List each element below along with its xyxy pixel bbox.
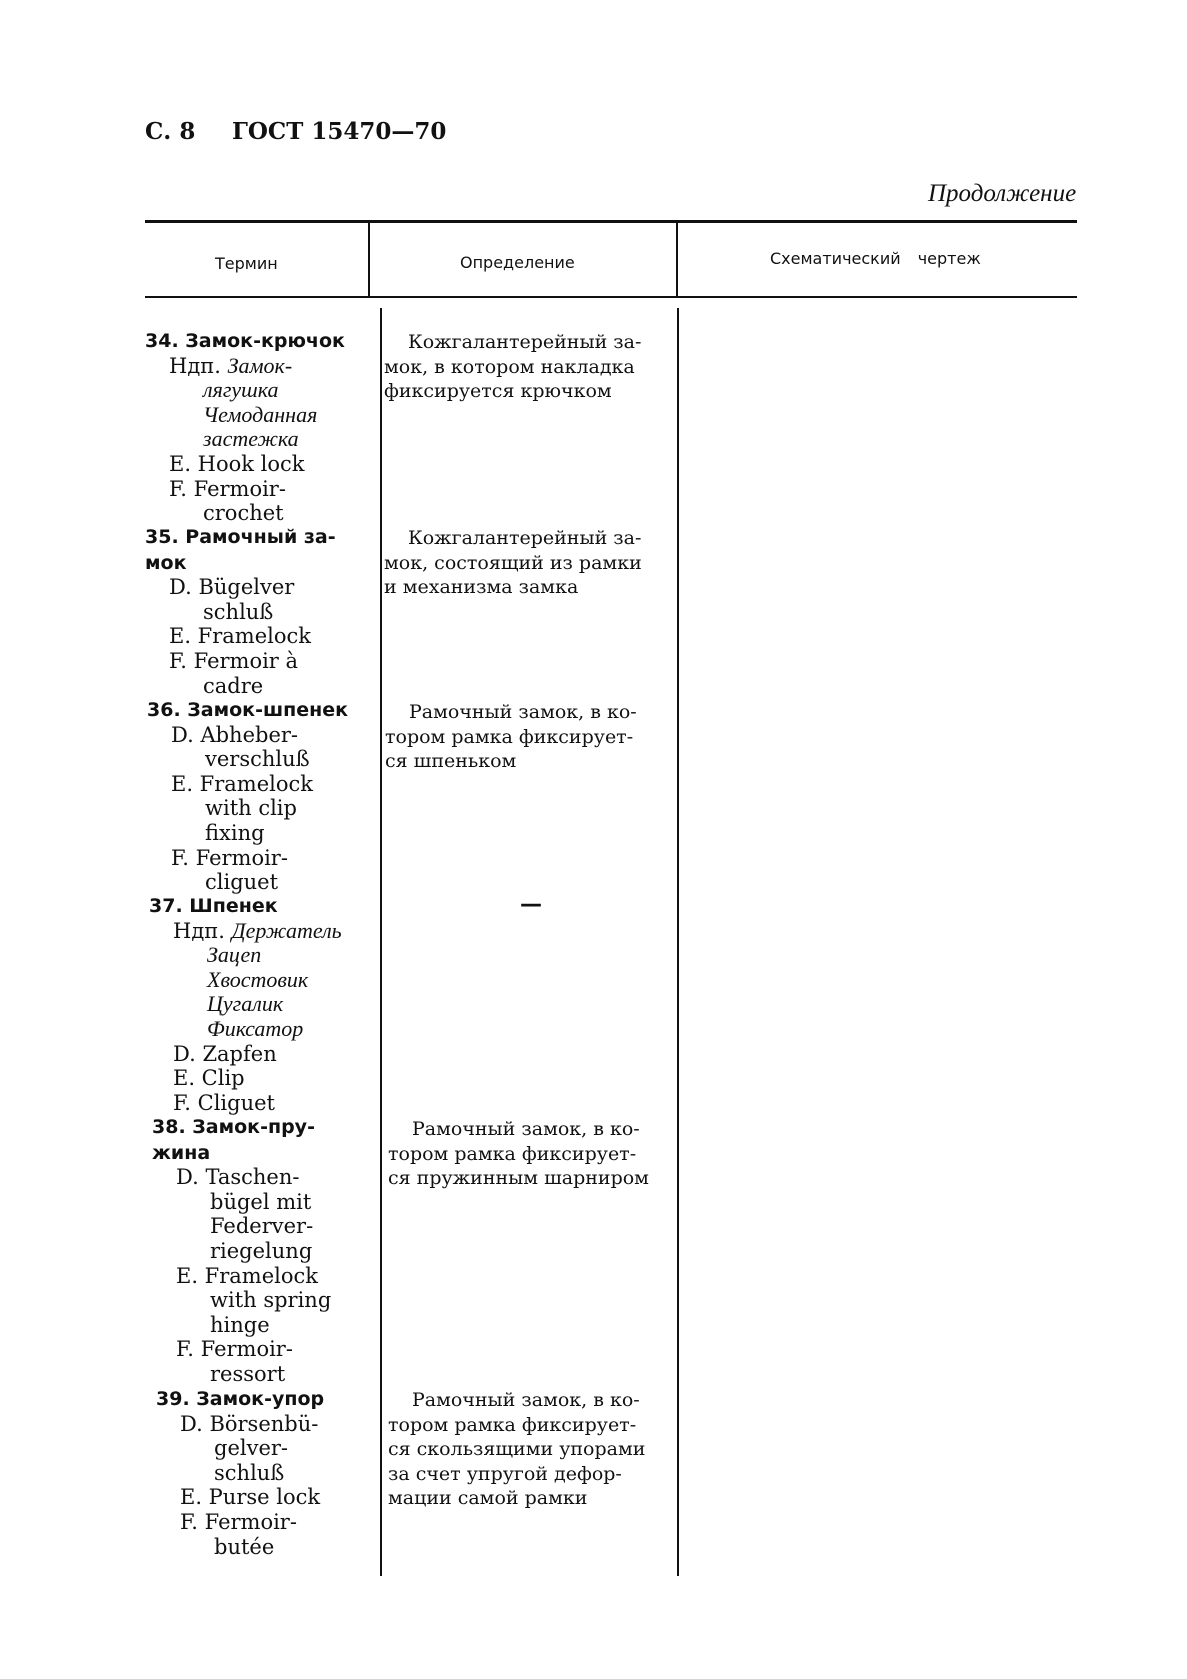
term-line-text: Хвостовик [207,966,309,992]
term-line-text: 39. Замок-упор [156,1388,325,1410]
term-line-text: 37. Шпенек [149,895,278,917]
term-line-text: Замок- [227,352,293,378]
term-line [152,1264,331,1289]
term-line [156,1535,324,1560]
term-line [152,1362,331,1387]
term-line [149,968,342,993]
body-column-divider [380,308,382,1576]
term-line-text: butée [214,1534,275,1559]
term-line [145,354,345,379]
term-line [145,477,345,502]
definition-entry [388,1388,645,1511]
term-line [152,1313,331,1338]
term-line-text: ressort [210,1361,286,1386]
term-line [152,1140,331,1166]
column-header-term: Термин [215,254,278,273]
term-line-text: 36. Замок-шпенек [147,699,349,721]
term-line [149,943,342,968]
term-line [145,452,345,477]
term-line-text: E. Hook lock [169,451,305,476]
term-line-text: E. Framelock [176,1263,318,1288]
header-column-divider [676,222,678,296]
term-line-text: 34. Замок-крючок [145,330,345,352]
term-line-text: Цугалик [207,991,284,1017]
definition-line: тором рамка фиксирует- [388,1142,637,1165]
term-entry [152,1114,331,1387]
term-line [156,1436,324,1461]
definition-line: тором рамка фиксирует- [388,1413,637,1436]
term-line-text: schluß [203,599,274,624]
header-column-divider [368,222,370,296]
definition-entry [384,526,642,600]
term-line-prefix: Ндп. [173,918,232,943]
term-line [147,697,348,723]
term-line [147,846,348,871]
definition-line: за счет упругой дефор- [388,1462,622,1485]
column-header-definition: Определение [460,253,575,272]
term-line [147,747,348,772]
term-line-text: with clip [205,796,297,821]
term-line [152,1239,331,1264]
term-line-text: gelver- [214,1436,289,1461]
term-line [149,1042,342,1067]
term-line-text: лягушка [203,377,279,403]
term-line-text: fixing [205,820,265,845]
term-line-text: мок [145,551,187,574]
term-line-text: F. Cliguet [173,1090,275,1115]
term-line-text: Federver- [210,1214,314,1239]
term-entry [149,893,342,1115]
term-line-text: E. Clip [173,1066,245,1091]
term-line-text: riegelung [210,1238,313,1263]
term-line [152,1114,331,1140]
definition-line: мок, состоящий из рамки [384,551,642,574]
term-line-text: hinge [210,1312,270,1337]
term-line-text: застежка [203,426,299,452]
term-line-text: E. Framelock [171,771,313,796]
definition-line: и механизма замка [384,576,579,599]
term-line [145,427,345,452]
term-line [145,624,336,649]
term-line-text: D. Zapfen [173,1041,277,1066]
term-line-text: Зацеп [207,942,262,968]
term-line [145,378,345,403]
term-line [147,821,348,846]
definition-line: Кожгалантерейный за- [408,527,642,549]
term-line-text: F. Fermoir- [180,1509,297,1534]
term-line [145,649,336,674]
term-line [145,328,345,354]
table-header-rule [145,296,1077,298]
term-line [145,575,336,600]
term-line [152,1288,331,1313]
term-line-text: F. Fermoir à [169,648,299,673]
term-line-text: F. Fermoir- [176,1337,293,1362]
definition-line: фиксируется крючком [384,380,612,403]
term-line-text: E. Framelock [169,624,311,649]
definition-entry [384,330,641,404]
term-line [152,1165,331,1190]
term-line [156,1386,324,1412]
term-line [145,674,336,699]
term-line [156,1461,324,1486]
term-entry [156,1386,324,1559]
term-line-text: D. Börsenbü- [180,1411,319,1436]
term-line-prefix: Ндп. [169,353,228,378]
term-line-text: F. Fermoir- [171,845,288,870]
term-line [152,1337,331,1362]
term-line-text: schluß [214,1460,285,1485]
definition-line: ся скользящими упорами [388,1438,646,1461]
term-line-text: Фиксатор [207,1015,304,1041]
term-line-text: verschluß [205,747,310,772]
term-entry [147,697,348,895]
term-line-text: with spring [210,1288,332,1313]
page-number: С. 8 [145,118,196,145]
term-line-text: F. Fermoir- [169,476,286,501]
definition-dash: — [520,892,542,917]
term-line-text: 38. Замок-пру- [152,1116,315,1138]
term-entry [145,524,336,698]
definition-line: Рамочный замок, в ко- [409,701,637,723]
definition-line: тором рамка фиксирует- [385,725,634,748]
term-line [147,796,348,821]
definition-entry [388,1117,649,1191]
term-line-text: Чемоданная [203,401,318,427]
term-line [156,1510,324,1535]
term-line [147,772,348,797]
term-line [145,501,345,526]
term-line [156,1485,324,1510]
term-line [152,1214,331,1239]
term-line-text: D. Abheber- [171,722,299,747]
term-line-text: cadre [203,673,264,698]
term-line [147,870,348,895]
term-line [149,919,342,944]
term-line-text: bügel mit [210,1189,312,1214]
continuation-label: Продолжение [928,180,1077,207]
term-line-text: crochet [203,501,284,526]
term-line-text: D. Bügelver [169,575,295,600]
definition-line: мации самой рамки [388,1487,588,1510]
standard-code: ГОСТ 15470—70 [232,118,447,145]
term-line [145,550,336,576]
definition-line: ся пружинным шарниром [388,1167,649,1190]
term-line [145,524,336,550]
term-line [149,992,342,1017]
term-line-text: Держатель [231,917,342,943]
term-line [156,1412,324,1437]
term-line [149,1066,342,1091]
term-line [152,1190,331,1215]
definition-line: Кожгалантерейный за- [408,331,642,353]
term-line [149,1017,342,1042]
definition-line: ся шпеньком [385,750,517,773]
term-line-text: E. Purse lock [180,1485,321,1510]
term-line [147,723,348,748]
definition-line: мок, в котором накладка [384,355,635,378]
term-entry [145,328,345,526]
term-line-text: 35. Рамочный за- [145,526,336,548]
term-line-text: cliguet [205,870,279,895]
term-line [145,600,336,625]
definition-line: Рамочный замок, в ко- [412,1118,640,1140]
definition-entry [385,700,637,774]
table-top-rule [145,220,1077,223]
body-column-divider [677,308,679,1576]
term-line-text: жина [152,1141,211,1164]
term-line-text: D. Taschen- [176,1165,300,1190]
term-line [149,893,342,919]
term-line [145,403,345,428]
definition-line: Рамочный замок, в ко- [412,1389,640,1411]
column-header-drawing: Схематический чертеж [770,249,981,268]
term-line [149,1091,342,1116]
